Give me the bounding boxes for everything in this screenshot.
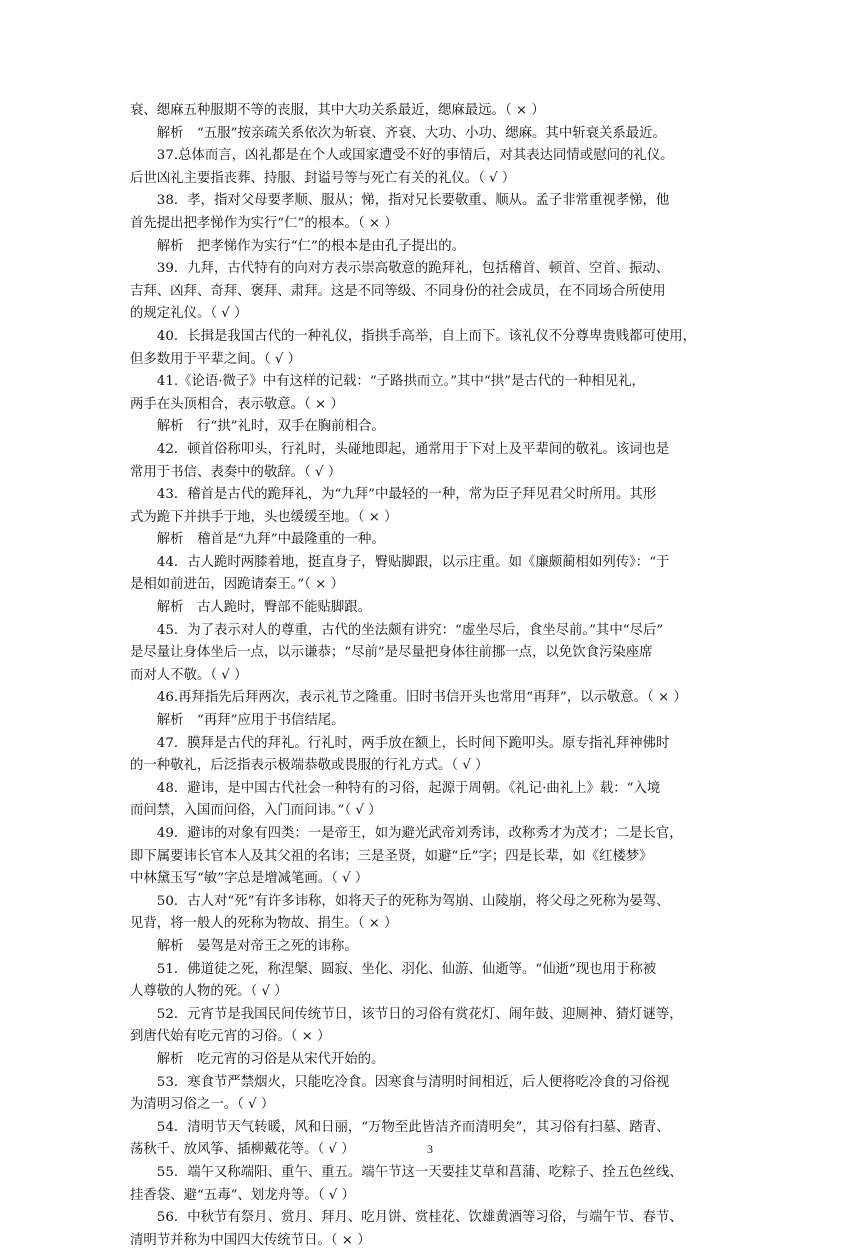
text-line: 是尽量让身体坐后一点，以示谦恭；“尽前”是尽量把身体往前挪一点，以免饮食污染座席 [130, 645, 653, 661]
text-line: 54．清明节天气转暖，风和日丽，“万物至此皆洁齐而清明矣”，其习俗有扫墓、踏青、 [156, 1119, 670, 1135]
text-line: 常用于书信、表奏中的敬辞。（ √ ） [130, 464, 342, 480]
text-line: 44．古人跪时两膝着地，挺直身子，臀贴脚跟，以示庄重。如《廉颇蔺相如列传》：“于 [156, 554, 670, 570]
text-line: 衰、缌麻五种服期不等的丧服，其中大功关系最近，缌麻最远。（ × ） [130, 103, 545, 118]
text-line: 到唐代始有吃元宵的习俗。（ × ） [130, 1029, 331, 1045]
text-line: 两手在头顶相合，表示敬意。（ × ） [130, 396, 344, 412]
text-line: 人尊敬的人物的死。（ √ ） [130, 984, 288, 1000]
text-line: 解析 “五服”按亲疏关系依次为斩衰、齐衰、大功、小功、缌麻。其中斩衰关系最近。 [156, 125, 666, 141]
text-line: 中林黛玉写“敏”字总是增减笔画。（ √ ） [130, 871, 369, 887]
text-line: 46.再拜指先后拜两次，表示礼节之隆重。旧时书信开头也常用“再拜”，以示敬意。（ × ） [156, 690, 687, 706]
text-line: 为清明习俗之一。（ √ ） [130, 1097, 275, 1113]
text-line: 42．顿首俗称叩头，行礼时，头碰地即起，通常用于下对上及平辈间的敬礼。该词也是 [156, 441, 670, 457]
text-line: 见背，将一般人的死称为物故、捐生。（ × ） [130, 916, 398, 932]
text-line: 45．为了表示对人的尊重，古代的坐法颇有讲究：“虚坐尽后，食坐尽前。”其中“尽后” [156, 622, 664, 638]
text-line: 是相如前进缶，因跪请秦王。”（ × ） [130, 577, 345, 593]
text-line: 式为跪下并拱手于地，头也缓缓至地。（ × ） [130, 509, 398, 525]
text-line: 52．元宵节是我国民间传统节日，该节日的习俗有赏花灯、闹年鼓、迎厕神、猜灯谜等， [156, 1006, 683, 1022]
text-line: 的一种敬礼，后泛指表示极端恭敬或畏服的行礼方式。（ √ ） [130, 758, 489, 774]
text-line: 43．稽首是古代的跪拜礼，为“九拜”中最轻的一种，常为臣子拜见君父时所用。其形 [156, 487, 657, 503]
text-line: 即下属要讳长官本人及其父祖的名讳；三是圣贤，如避“丘”字；四是长辈，如《红楼梦》 [130, 848, 653, 864]
text-line: 吉拜、凶拜、奇拜、褒拜、肃拜。这是不同等级、不同身份的社会成员，在不同场合所使用 [130, 283, 666, 299]
text-line: 53．寒食节严禁烟火，只能吃冷食。因寒食与清明时间相近，后人便将吃冷食的习俗视 [156, 1074, 670, 1090]
text-line: 解析 晏驾是对帝王之死的讳称。 [156, 938, 358, 954]
text-line: 荡秋千、放风筝、插柳戴花等。（ √ ） [130, 1142, 355, 1158]
text-line: 而问禁，入国而问俗，入门而问讳。”（ √ ） [130, 803, 382, 819]
text-line: 解析 吃元宵的习俗是从宋代开始的。 [156, 1051, 385, 1067]
text-line: 但多数用于平辈之间。（ √ ） [130, 351, 302, 367]
text-line: 49．避讳的对象有四类：一是帝王，如为避光武帝刘秀讳，改称秀才为茂才；二是长官， [156, 826, 683, 841]
text-line: 38．孝，指对父母要孝顺、服从；悌，指对兄长要敬重、顺从。孟子非常重视孝悌，他 [156, 193, 670, 209]
text-line: 首先提出把孝悌作为实行“仁”的根本。（ × ） [130, 215, 398, 231]
document-body [130, 100, 732, 1252]
text-line: 的规定礼仪。（ √ ） [130, 306, 248, 322]
text-line: 解析 行“拱”礼时，双手在胸前相合。 [156, 419, 385, 435]
text-line: 解析 稽首是“九拜”中最隆重的一种。 [156, 532, 385, 548]
text-line: 37.总体而言，凶礼都是在个人或国家遭受不好的事情后，对其表达同情或慰问的礼仪。 [156, 148, 674, 164]
text-line: 39．九拜，古代特有的向对方表示崇高敬意的跪拜礼，包括稽首、顿首、空首、振动、 [156, 261, 670, 277]
text-line: 40．长揖是我国古代的一种礼仪，指拱手高举，自上而下。该礼仪不分尊卑贵贱都可使用， [156, 328, 697, 344]
text-line: 解析 “再拜”应用于书信结尾。 [156, 713, 345, 729]
text-line: 47．膜拜是古代的拜礼。行礼时，两手放在额上，长时间下跪叩头。原专指礼拜神佛时 [156, 735, 670, 751]
text-line: 56．中秋节有祭月、赏月、拜月、吃月饼、赏桂花、饮雄黄酒等习俗，与端午节、春节、 [156, 1210, 683, 1226]
text-line: 而对人不敬。（ √ ） [130, 667, 248, 683]
page-number: 3 [427, 1142, 433, 1156]
text-line: 51．佛道徒之死，称涅槃、圆寂、坐化、羽化、仙游、仙逝等。“仙逝”现也用于称被 [156, 961, 657, 977]
text-line: 挂香袋、避“五毒”、划龙舟等。（ √ ） [130, 1187, 355, 1203]
text-line: 55．端午又称端阳、重午、重五。端午节这一天要挂艾草和菖蒲、吃粽子、拴五色丝线、 [156, 1164, 683, 1180]
text-line: 解析 古人跪时，臀部不能贴脚跟。 [156, 600, 372, 616]
text-line: 清明节并称为中国四大传统节日。（ × ） [130, 1232, 371, 1248]
text-line: 解析 把孝悌作为实行“仁”的根本是由孔子提出的。 [156, 238, 466, 254]
text-line: 41.《论语·微子》中有这样的记载：“子路拱而立。”其中“拱”是古代的一种相见礼， [156, 374, 645, 390]
text-line: 50．古人对“死”有许多讳称，如将天子的死称为驾崩、山陵崩，将父母之死称为晏驾、 [156, 893, 670, 909]
text-line: 后世凶礼主要指丧葬、持服、封谥号等与死亡有关的礼仪。（ √ ） [130, 170, 516, 186]
text-line: 48．避讳，是中国古代社会一种特有的习俗，起源于周朝。《礼记·曲礼上》载：“入境 [156, 780, 661, 796]
